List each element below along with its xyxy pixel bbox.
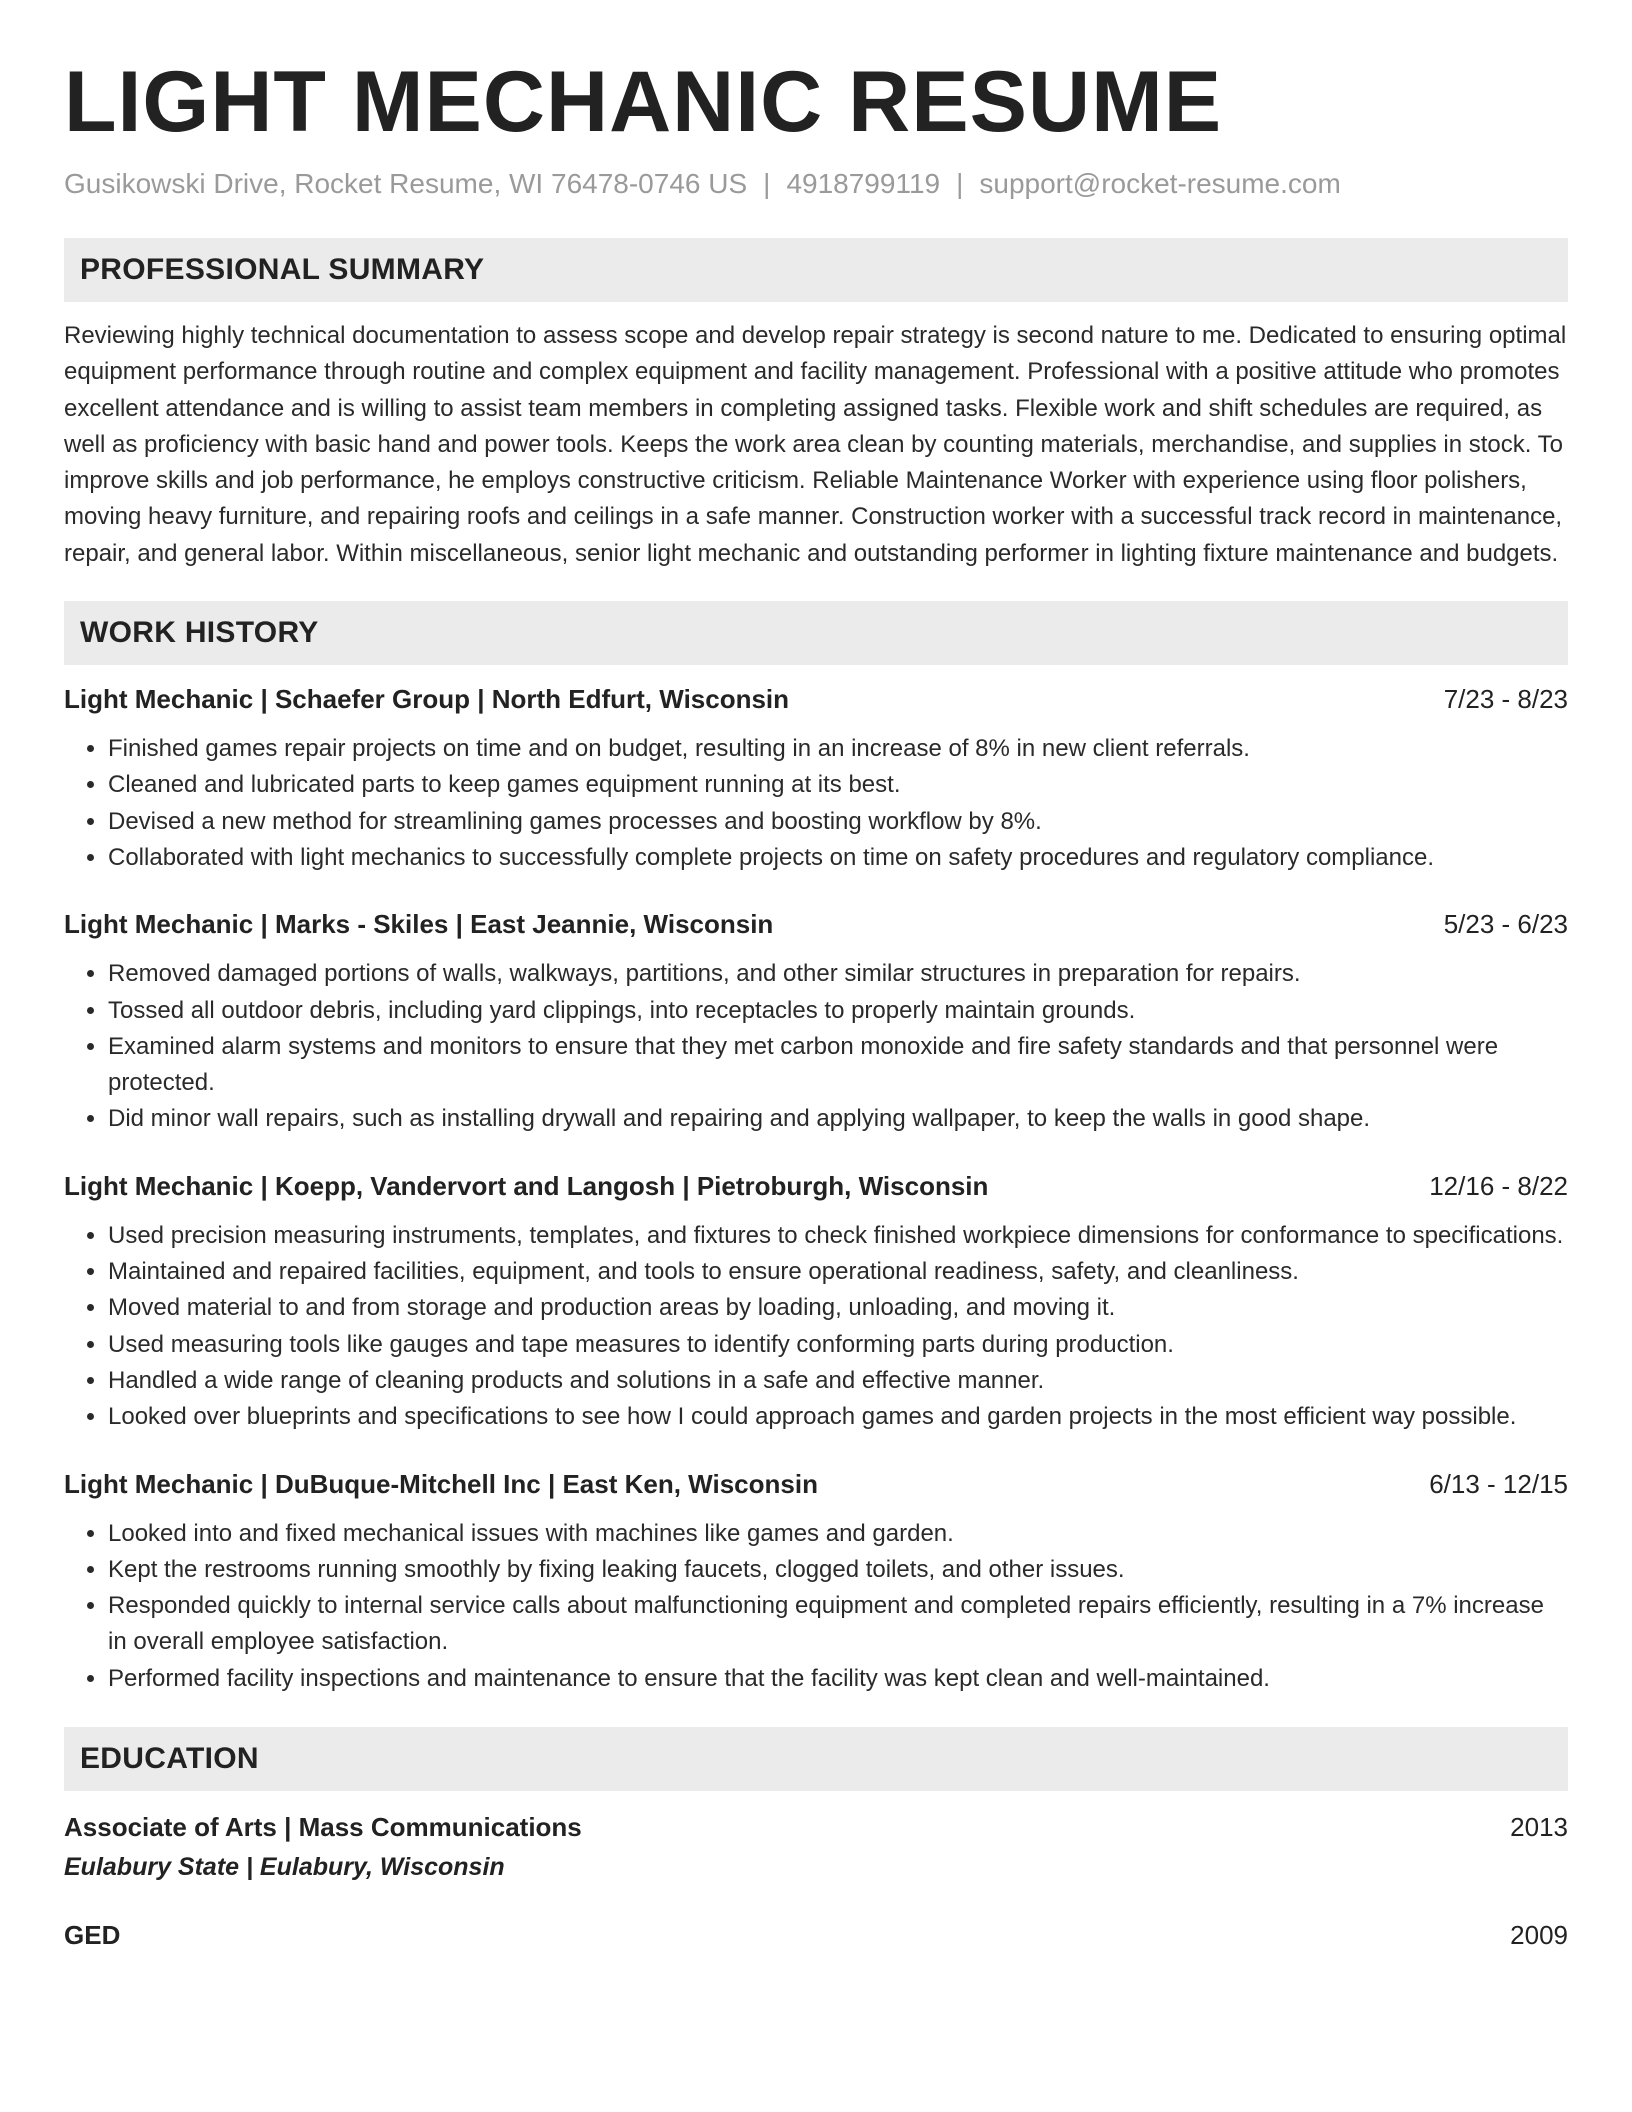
job-bullet: • Moved material to and from storage and production areas by loading, unloading, and moving it. <box>108 1290 1568 1326</box>
job-header <box>64 1168 1568 1204</box>
job-bullet: • Examined alarm systems and monitors to ensure that they met carbon monoxide and fire safety standards and that personnel were protected. <box>108 1029 1568 1102</box>
job-bullet: • Finished games repair projects on time and on budget, resulting in an increase of 8% in new client referrals. <box>108 731 1568 767</box>
education-header <box>64 1915 1568 1955</box>
job-bullet-list <box>64 1218 1568 1436</box>
summary-text: Reviewing highly technical documentation to assess scope and develop repair strategy is second nature to me. Dedicated to ensuring optimal equipment performance through routine and complex equipment and facility management. Professional with a positive attitude who promotes excellent attendance and is willing to assist team members in completing assigned tasks. Flexible work and shift schedules are required, as well as proficiency with basic hand and power tools. Keeps the work area clean by counting materials, merchandise, and supplies in stock. To improve skills and job performance, he employs constructive criticism. Reliable Maintenance Worker with experience using floor polishers, moving heavy furniture, and repairing roofs and ceilings in a safe manner. Construction worker with a successful track record in maintenance, repair, and general labor. Within miscellaneous, senior light mechanic and outstanding performer in lighting fixture maintenance and budgets. <box>64 322 1567 567</box>
job-entry <box>64 1168 1568 1436</box>
job-bullet: • Collaborated with light mechanics to successfully complete projects on time on safety procedures and regulatory compliance. <box>108 840 1568 876</box>
job-dates: 5/23 - 6/23 <box>1443 909 1568 940</box>
job-entry <box>64 1466 1568 1697</box>
job-header <box>64 681 1568 717</box>
job-bullet: • Cleaned and lubricated parts to keep games equipment running at its best. <box>108 767 1568 803</box>
education-section-header: EDUCATION <box>64 1727 1568 1791</box>
job-bullet: • Used precision measuring instruments, templates, and fixtures to check finished workpiece dimensions for conformance to specifications. <box>108 1218 1568 1254</box>
job-bullet: • Removed damaged portions of walls, walkways, partitions, and other similar structures in preparation for repairs. <box>108 956 1568 992</box>
contact-line <box>64 166 1568 202</box>
education-year: 2009 <box>1510 1920 1568 1951</box>
contact-address: Gusikowski Drive, Rocket Resume, WI 76478-0746 US <box>64 168 748 199</box>
education-year: 2013 <box>1510 1812 1568 1843</box>
work-history-section-header: WORK HISTORY <box>64 601 1568 665</box>
education-entry <box>64 1807 1568 1885</box>
job-bullet: • Looked into and fixed mechanical issues with machines like games and garden. <box>108 1516 1568 1552</box>
contact-phone: 4918799119 <box>786 168 941 199</box>
education-header <box>64 1807 1568 1847</box>
job-bullet-list <box>64 956 1568 1137</box>
education-entry <box>64 1915 1568 1955</box>
job-bullet: • Tossed all outdoor debris, including yard clippings, into receptacles to properly maintain grounds. <box>108 993 1568 1029</box>
job-entry <box>64 906 1568 1137</box>
job-header <box>64 906 1568 942</box>
contact-separator: | <box>956 168 964 199</box>
job-dates: 6/13 - 12/15 <box>1429 1468 1568 1499</box>
summary-section-header: PROFESSIONAL SUMMARY <box>64 238 1568 302</box>
job-bullet: • Kept the restrooms running smoothly by fixing leaking faucets, clogged toilets, and other issues. <box>108 1552 1568 1588</box>
job-title: Light Mechanic | Marks - Skiles | East Jeannie, Wisconsin <box>64 909 774 940</box>
job-bullet: • Maintained and repaired facilities, equipment, and tools to ensure operational readiness, safety, and cleanliness. <box>108 1254 1568 1290</box>
job-bullet: • Devised a new method for streamlining games processes and boosting workflow by 8%. <box>108 804 1568 840</box>
job-title: Light Mechanic | Schaefer Group | North Edfurt, Wisconsin <box>64 684 790 715</box>
job-bullet: • Performed facility inspections and maintenance to ensure that the facility was kept clean and well-maintained. <box>108 1661 1568 1697</box>
education-school: Eulabury State | Eulabury, Wisconsin <box>64 1853 505 1882</box>
job-bullet: • Handled a wide range of cleaning products and solutions in a safe and effective manner. <box>108 1363 1568 1399</box>
resume-title: LIGHT MECHANIC RESUME <box>64 54 1223 150</box>
job-bullet: • Looked over blueprints and specifications to see how I could approach games and garden projects in the most efficient way possible. <box>108 1399 1568 1435</box>
job-bullet-list <box>64 1516 1568 1697</box>
job-dates: 12/16 - 8/22 <box>1429 1170 1568 1201</box>
job-entry <box>64 681 1568 876</box>
job-dates: 7/23 - 8/23 <box>1443 684 1568 715</box>
job-header <box>64 1466 1568 1502</box>
education-degree: GED <box>64 1920 121 1951</box>
contact-email: support@rocket-resume.com <box>979 168 1341 199</box>
job-bullet: • Used measuring tools like gauges and tape measures to identify conforming parts during production. <box>108 1327 1568 1363</box>
job-bullet: • Responded quickly to internal service calls about malfunctioning equipment and completed repairs efficiently, resulting in a 7% increase in overall employee satisfaction. <box>108 1588 1568 1661</box>
resume-page <box>64 52 1568 1955</box>
job-bullet-list <box>64 731 1568 876</box>
contact-separator: | <box>763 168 771 199</box>
job-title: Light Mechanic | DuBuque-Mitchell Inc | East Ken, Wisconsin <box>64 1468 818 1499</box>
job-bullet: • Did minor wall repairs, such as installing drywall and repairing and applying wallpaper, to keep the walls in good shape. <box>108 1101 1568 1137</box>
job-title: Light Mechanic | Koepp, Vandervort and Langosh | Pietroburgh, Wisconsin <box>64 1170 989 1201</box>
education-degree: Associate of Arts | Mass Communications <box>64 1812 582 1843</box>
